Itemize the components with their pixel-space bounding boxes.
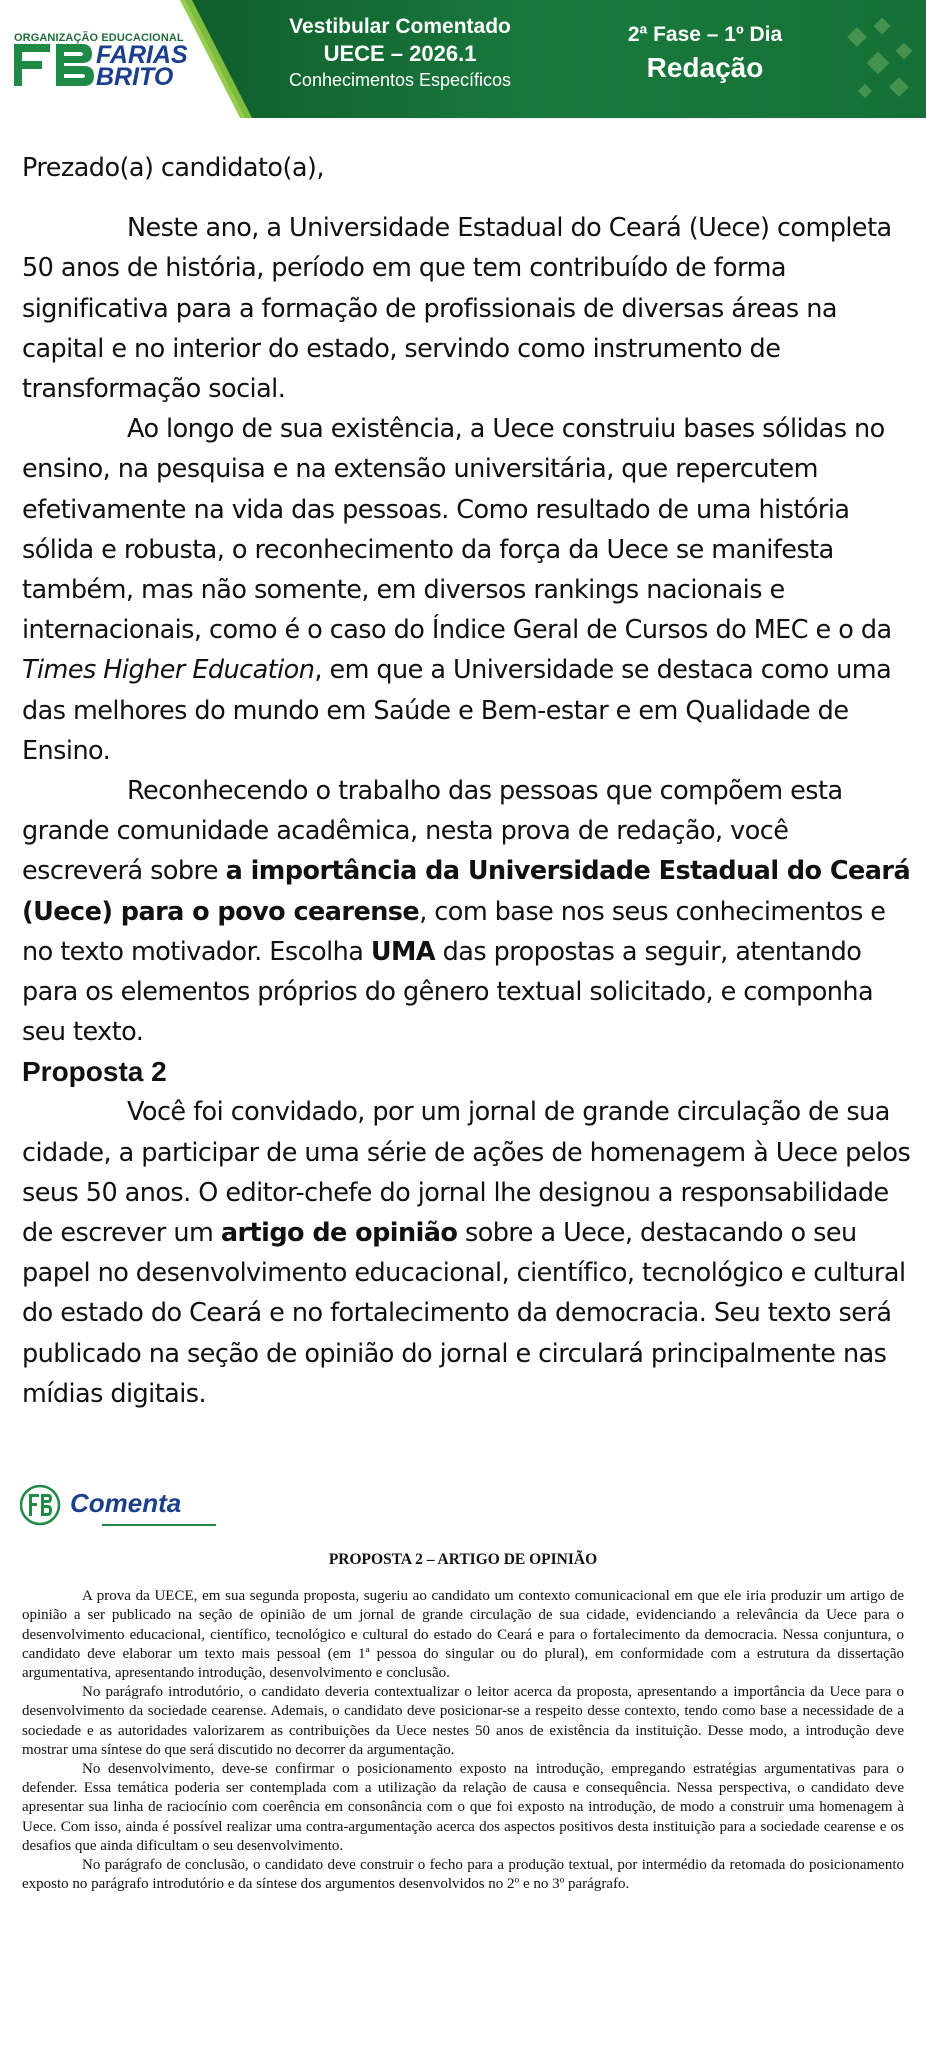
commentary-paragraph: No desenvolvimento, deve-se confirmar o posicionamento exposto na introdução, empregando estratégias argumentativas para o defender. Essa temática poderia ser contemplada com a utilização da relação de causa e consequência. Nessa perspectiva, o candidato deve apresentar sua linha de raciocínio com coerência em consonância com o que foi exposto na introdução, de modo a construir uma homenagem à Uece. Com isso, ainda é possível realizar uma contra-argumentação acerca dos aspectos positivos desta instituição para a sociedade cearense e os desafios que ainda dificultam o seu desenvolvimento. — [22, 1761, 904, 1854]
farias-brito-logo-icon — [14, 44, 94, 86]
paragraph-2-text-a: Ao longo de sua existência, a Uece construiu bases sólidas no ensino, na pesquisa e na extensão universitária, que repercutem efetivamente na vida das pessoas. Como resultado de uma história sólida e robusta, o reconhecimento da força da Uece se manifesta também, mas não somente, em diversos rankings nacionais e internacionais, como é o caso do Índice Geral de Cursos do MEC e o da — [22, 414, 892, 646]
paragraph-2-italic: Times Higher Education — [22, 655, 315, 686]
logo-brand-line2: BRITO — [96, 63, 174, 91]
header-section: Redação — [646, 52, 764, 83]
proposal-text-bold: artigo de opinião — [220, 1218, 458, 1249]
proposal-text — [22, 1092, 912, 1414]
comenta-label: Comenta — [70, 1488, 182, 1518]
header-phase: 2ª Fase – 1º Dia — [627, 23, 783, 46]
paragraph-3-bold: a importância da Universidade Estadual do Ceará (Uece) para o povo cearense — [22, 856, 911, 927]
paragraph-3-text-c: das propostas a seguir, atentando para os elementos próprios do gênero textual solicitado, e componha seu texto. — [22, 936, 874, 1048]
page-header — [0, 0, 926, 118]
greeting: Prezado(a) candidato(a), — [22, 153, 324, 183]
logo-brand — [96, 41, 188, 91]
paragraph-3-text-b: , com base nos seus conhecimentos e no texto motivador. Escolha — [22, 896, 886, 967]
commentary — [22, 1550, 904, 1894]
paragraph-3-text-a: Reconhecendo o trabalho das pessoas que compõem esta grande comunidade acadêmica, nesta prova de redação, você escreverá sobre — [22, 776, 843, 887]
paragraph-3-bold-2: UMA — [370, 936, 436, 967]
header-center — [250, 14, 550, 92]
header-exam-edition: UECE – 2026.1 — [323, 41, 477, 66]
commentary-paragraph: No parágrafo de conclusão, o candidato deve construir o fecho para a produção textual, por intermédio da retomada do posicionamento exposto no parágrafo introdutório e da síntese dos argumentos desenvolvidos no 2º e no 3º parágrafo. — [22, 1857, 904, 1893]
commentary-paragraph: A prova da UECE, em sua segunda proposta, sugeriu ao candidato um contexto comunicacional em que ele iria produzir um artigo de opinião a ser publicado na seção de opinião de um jornal de grande circulação de sua cidade, evidenciando a relevância da Uece para o desenvolvimento educacional, científico, tecnológico e cultural do estado do Ceará e para o fortalecimento da democracia. Nessa conjuntura, o candidato deve elaborar um texto mais pessoal (em 1ª pessoa do singular ou do plural), em conformidade com a estrutura da dissertação argumentativa, apresentando introdução, desenvolvimento e conclusão. — [22, 1588, 904, 1682]
header-exam-title: Vestibular Comentado — [289, 15, 511, 38]
paragraph-2-text-b: , em que a Universidade se destaca como uma das melhores do mundo em Saúde e Bem-estar e em Qualidade de Ensino. — [22, 655, 892, 766]
commentary-paragraph: No parágrafo introdutório, o candidato deveria contextualizar o leitor acerca da proposta, apresentando a importância da Uece para o desenvolvimento da sociedade cearense. Ademais, o candidato deve posicionar-se a respeito desse contexto, tendo como base a necessidade de a sociedade e as autoridades valorizarem as contribuições da Uece nestes 50 anos de existência da instituição. Desse modo, a introdução deve mostrar uma síntese do que será discutido no decorrer da argumentação. — [22, 1684, 904, 1758]
paragraph-2 — [22, 409, 912, 771]
commentary-title: PROPOSTA 2 – ARTIGO DE OPINIÃO — [328, 1551, 598, 1568]
logo-org-label: ORGANIZAÇÃO EDUCACIONAL — [14, 32, 184, 44]
header-exam-subject: Conhecimentos Específicos — [288, 70, 512, 90]
proposal-text-b: sobre a Uece, destacando o seu papel no desenvolvimento educacional, científico, tecnológico e cultural do estado do Ceará e no fortalecimento da democracia. Seu texto será publicado na seção de opinião do jornal e circulará principalmente nas mídias digitais. — [22, 1218, 906, 1409]
proposal-text-a: Você foi convidado, por um jornal de grande circulação de sua cidade, a participar de uma série de ações de homenagem à Uece pelos seus 50 anos. O editor-chefe do jornal lhe designou a responsabilidade de escrever um — [22, 1097, 911, 1249]
paragraph-3 — [22, 771, 912, 1052]
header-right — [600, 20, 810, 86]
paragraph-1: Neste ano, a Universidade Estadual do Ceará (Uece) completa 50 anos de história, período em que tem contribuído de forma significativa para a formação de profissionais de diversas áreas na capital e no interior do estado, servindo como instrumento de transformação social. — [22, 213, 892, 405]
logo-brand-line1: FARIAS — [96, 41, 188, 69]
proposal-title: Proposta 2 — [22, 1056, 167, 1088]
exam-text — [22, 148, 912, 1414]
